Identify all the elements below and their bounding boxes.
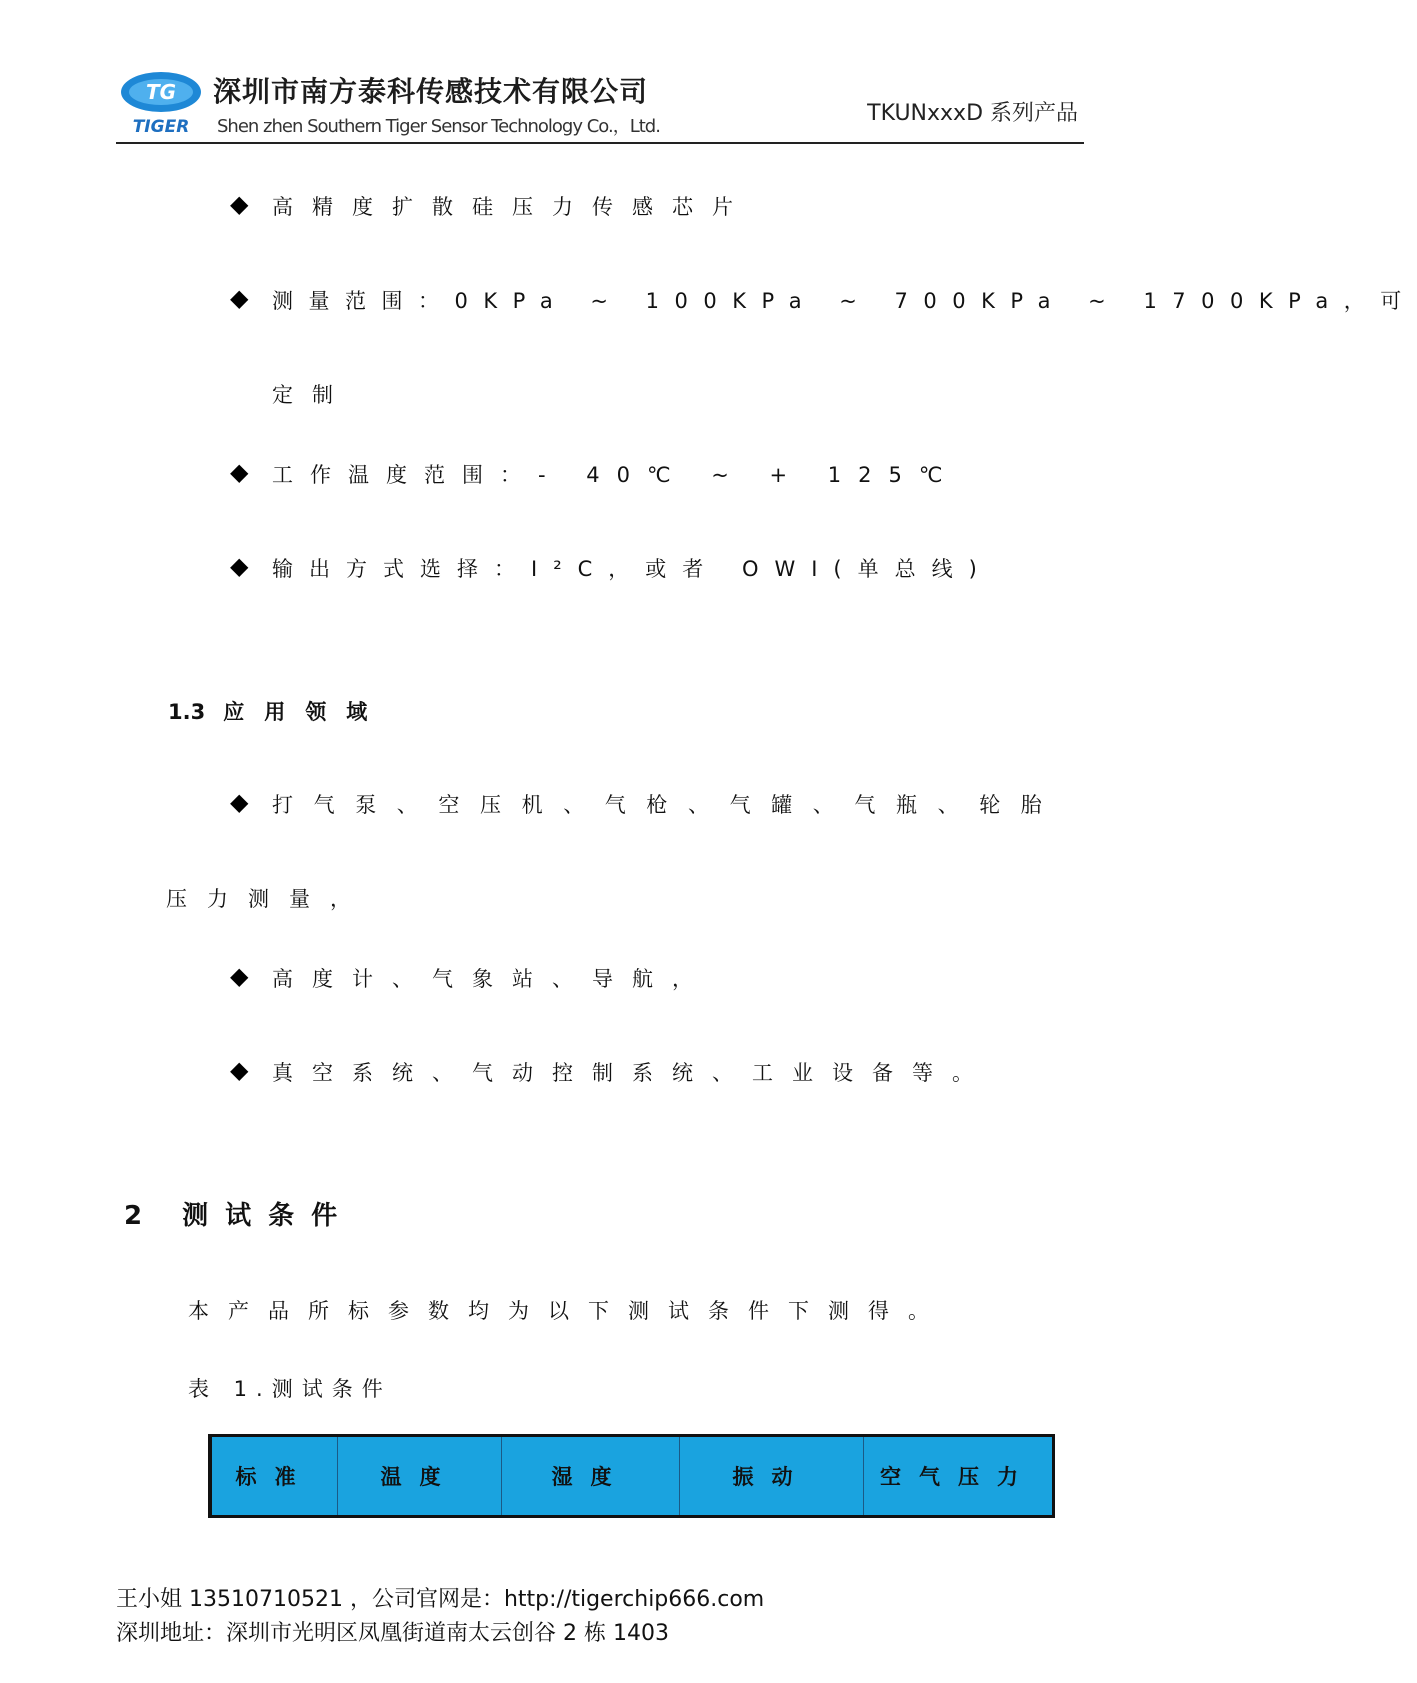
company-name-cn: 深圳市南方泰科传感技术有限公司 [213,75,649,108]
bullet-icon: ◆ [230,552,249,580]
footer-contact: 王小姐 13510710521 ，公司官网是：http://tigerchip666.com [116,1587,765,1612]
section-number: 1.3 [168,700,206,724]
section-number: 2 [124,1201,143,1231]
section-title: 应用领域 [223,700,388,724]
table-caption: 表 1.测试条件 [188,1377,392,1401]
section-heading-1-3 [168,696,387,726]
bullet-icon: ◆ [230,458,249,486]
section-title: 测试条件 [182,1201,355,1231]
svg-text:TIGER: TIGER [132,117,190,137]
application-item-cont: 压力测量， [166,887,371,911]
application-item: 高度计、气象站、导航， [272,967,712,991]
table-header-cell: 振动 [680,1437,864,1515]
table-header-cell: 温度 [338,1437,502,1515]
table-header-cell: 标准 [212,1437,338,1515]
feature-range-cont: 定制 [272,383,352,407]
bullet-icon: ◆ [230,284,249,312]
product-series: TKUNxxxD 系列产品 [867,101,1078,126]
company-name-en: Shen zhen Southern Tiger Sensor Technology Co.，Ltd. [217,116,660,137]
application-item: 打气泵、空压机、气枪、气罐、气瓶、轮胎 [272,793,1063,817]
footer-address: 深圳地址：深圳市光明区凤凰街道南太云创谷 2 栋 1403 [116,1621,669,1646]
bullet-icon: ◆ [230,788,249,816]
bullet-icon: ◆ [230,1056,249,1084]
bullet-icon: ◆ [230,962,249,990]
tiger-logo [119,68,203,136]
page-header [116,62,1084,144]
svg-text:TG: TG [145,80,177,104]
table-header-cell: 湿度 [502,1437,680,1515]
application-item: 真空系统、气动控制系统、工业设备等。 [272,1061,992,1085]
table-header-cell: 空气压力 [880,1465,1036,1489]
bullet-icon: ◆ [230,190,249,218]
test-conditions-table-header [208,1434,1055,1518]
feature-temp: 工作温度范围：- 40℃ ~ + 125℃ [272,463,960,487]
feature-chip: 高精度扩散硅压力传感芯片 [272,195,752,219]
test-conditions-paragraph: 本产品所标参数均为以下测试条件下测得。 [188,1299,948,1323]
feature-output: 输出方式选择：I²C，或者 OWI(单总线) [272,557,993,581]
section-heading-2 [124,1195,354,1232]
feature-range: 测量范围：0KPa ~ 100KPa ~ 700KPa ~ 1700KPa，可 [272,289,1417,313]
